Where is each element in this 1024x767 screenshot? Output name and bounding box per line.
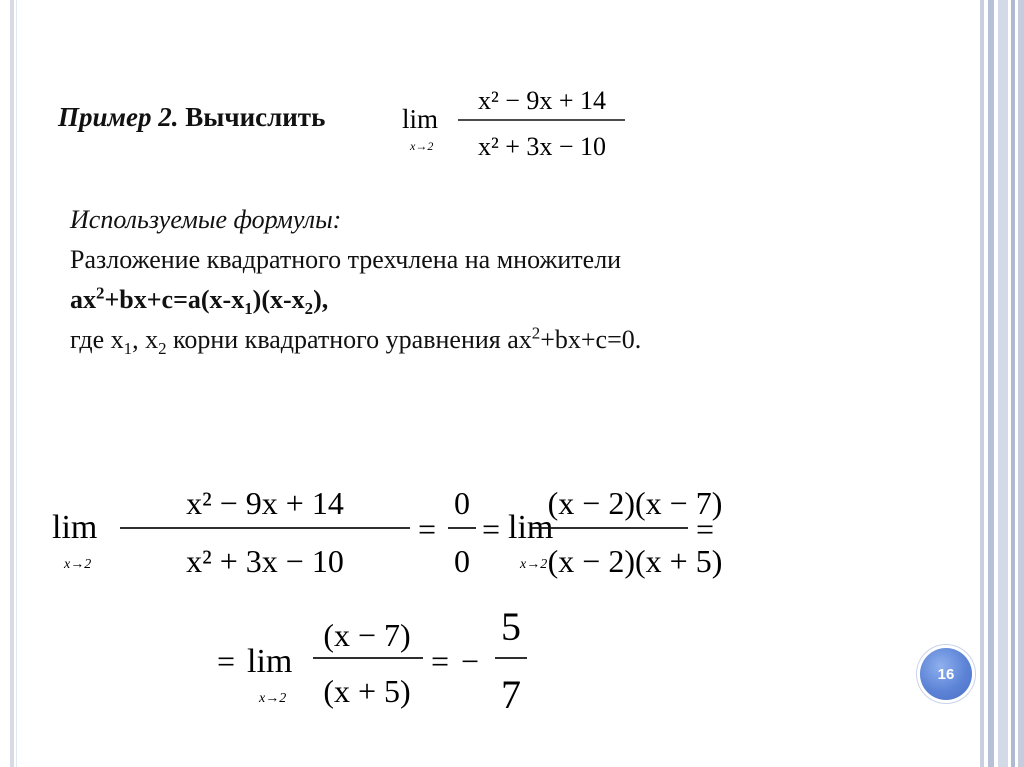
- fraction-denominator: x² + 3x − 10: [186, 543, 344, 579]
- example-label: Пример 2.: [58, 102, 179, 132]
- fraction-denominator: (x + 5): [323, 673, 411, 709]
- lim-subscript: x→2: [520, 557, 548, 572]
- fraction-denominator: x² + 3x − 10: [477, 132, 607, 161]
- fraction-numerator: (x − 7): [323, 617, 411, 653]
- lim-text: lim: [402, 104, 439, 134]
- solution-line-2: [215, 600, 555, 720]
- lim-subscript: x→2: [259, 691, 287, 706]
- minus-sign: −: [461, 643, 480, 679]
- solution-line-1: [50, 478, 740, 588]
- result-denominator: 7: [501, 672, 521, 717]
- equals-sign: =: [217, 643, 236, 679]
- equals-sign: =: [696, 511, 715, 547]
- lim-text: lim: [508, 509, 554, 546]
- lim-subscript: x→2: [410, 139, 434, 153]
- formulas-title: Используемые формулы:: [70, 205, 342, 234]
- slide-frame-left: [10, 0, 14, 767]
- slide-frame-left-inner: [16, 0, 17, 767]
- example-action: Вычислить: [185, 102, 326, 132]
- zero-denominator: 0: [454, 543, 470, 579]
- factorization-formula: $ax^2+bx+c=a(x-x_1)(x-x_2)$,: [70, 283, 329, 319]
- example-heading: [58, 102, 325, 133]
- fraction-denominator: (x − 2)(x + 5): [547, 543, 723, 579]
- lim-text: lim: [52, 509, 98, 546]
- zero-numerator: 0: [454, 485, 470, 521]
- equals-sign: =: [418, 511, 437, 547]
- lim-text: lim: [247, 643, 293, 680]
- slide-number: 16: [937, 665, 955, 683]
- heading-limit-expression: [400, 82, 640, 162]
- slide-frame-right: [980, 0, 1024, 767]
- roots-text: где $x_1$, $x_2$ корни квадратного уравнения $ax^2+bx+c=0$.: [70, 323, 642, 359]
- result-numerator: 5: [501, 604, 521, 649]
- fraction-numerator: x² − 9x + 14: [477, 86, 607, 115]
- fraction-numerator: (x − 2)(x − 7): [547, 485, 723, 521]
- equals-sign: =: [482, 511, 501, 547]
- factorization-text: Разложение квадратного трехчлена на множители: [70, 245, 622, 274]
- used-formulas-block: [70, 200, 641, 360]
- fraction-numerator: x² − 9x + 14: [186, 485, 344, 521]
- slide-number-badge: [920, 648, 972, 700]
- lim-subscript: x→2: [64, 557, 92, 572]
- equals-sign: =: [431, 643, 450, 679]
